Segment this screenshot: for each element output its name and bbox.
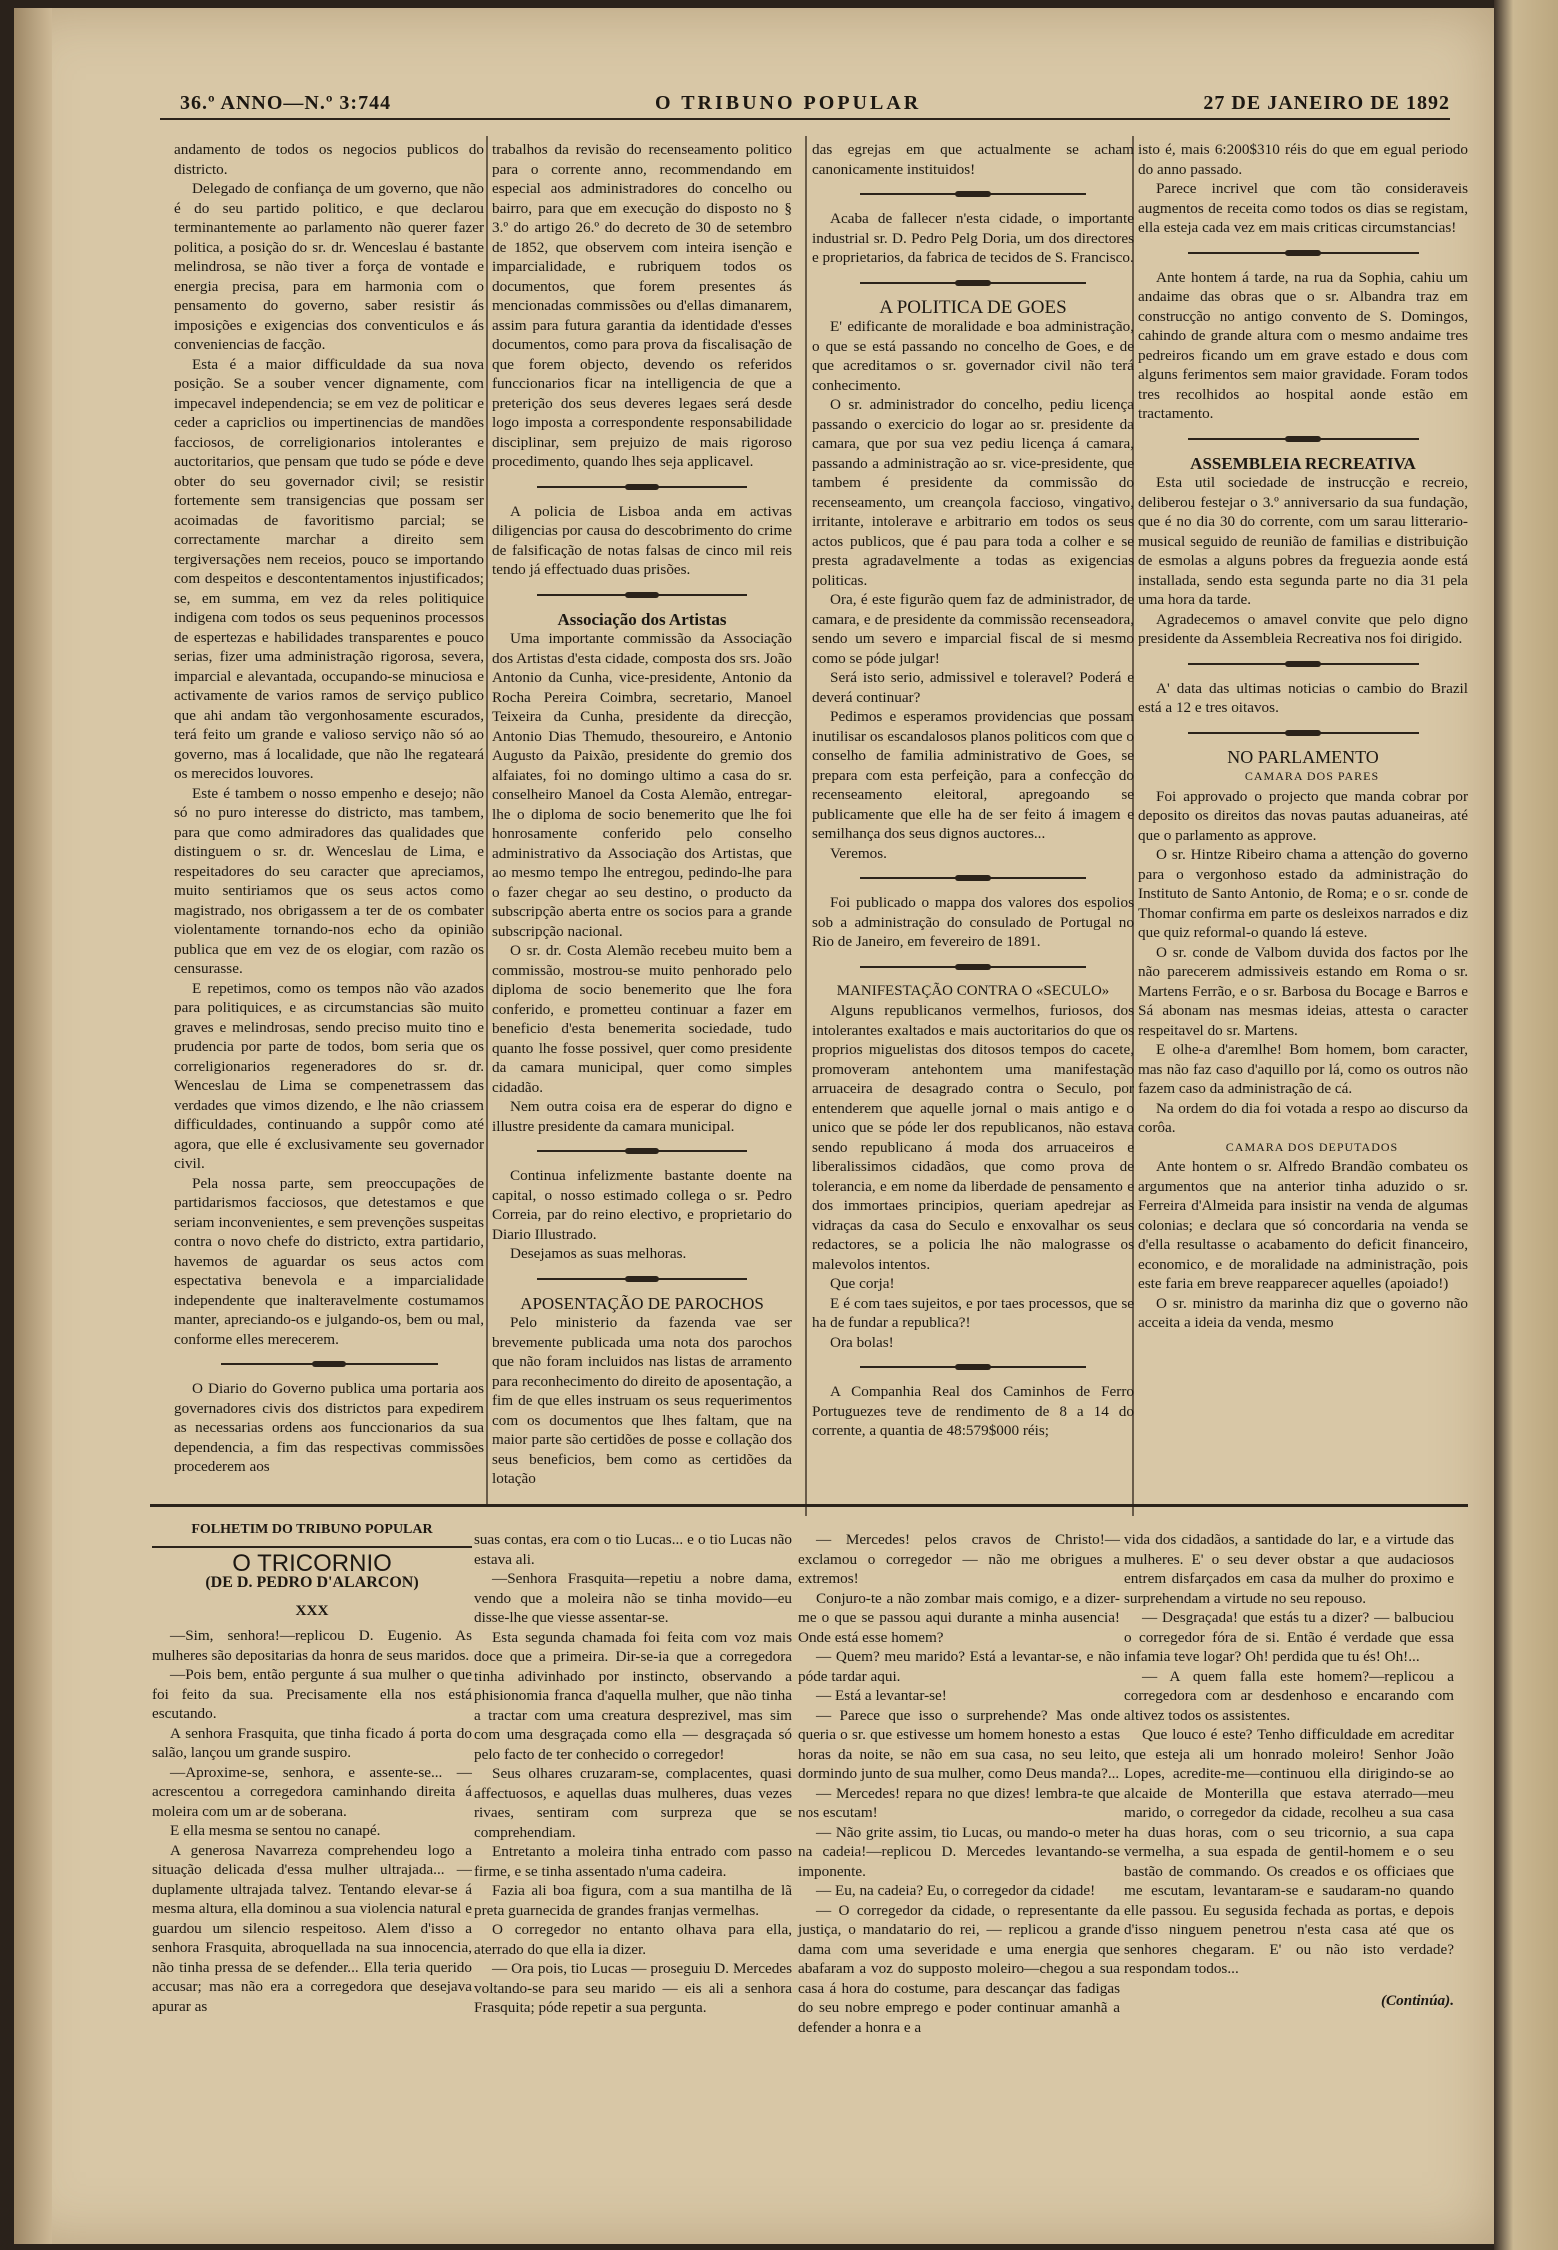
- column-1: [174, 140, 484, 1480]
- paragraph: Ora bolas!: [830, 1333, 894, 1351]
- column-rule: [805, 136, 807, 1516]
- section-title: NO PARLAMENTO: [1227, 746, 1379, 767]
- paragraph: —Pois bem, então pergunte á sua mulher o que foi feito da sua. Precisamente ella nos está escutando.: [152, 1666, 472, 1722]
- paragraph: Ante hontem á tarde, na rua da Sophia, cahiu um andaime das obras que o sr. Albandra traz em construcção no antigo convento de S. Domingos, cahindo de grande altura com o mesmo andaime tres pedreiros ficando um em grave estado e dous com alguns ferimentos sem maior gravidade. Foram todos tres recolhidos ao hospital aonde estão em tractamento.: [1138, 268, 1468, 422]
- section-separator: [537, 478, 747, 496]
- paragraph: O Diario do Governo publica uma portaria aos governadores civis dos districtos para expedirem as necessarias ordens aos funccionarios da sua dependencia, a fim das respectivas commissões procederem aos: [174, 1380, 484, 1475]
- paragraph: O sr. ministro da marinha diz que o governo não acceita a ideia da venda, mesmo: [1138, 1294, 1468, 1331]
- paragraph: Pelo ministerio da fazenda vae ser brevemente publicada uma nota dos parochos que não foram incluidos nas listas de arramento para reconhecimento do direito de aposentação, a fim de que elles instruam os seus requerimentos com os documentos que lhes faltam, que na maior parte são certidões de posse e collação dos seus beneficios, bem como as certidões da lotação: [492, 1314, 792, 1487]
- folhetim-column-3: [798, 1530, 1120, 2036]
- paragraph: A policia de Lisboa anda em activas diligencias por causa do descobrimento do crime de falsificação de notas falsas de cinco mil reis tendo já effectuado duas prisões.: [492, 502, 792, 578]
- paragraph: andamento de todos os negocios publicos do districto.: [174, 141, 484, 178]
- paragraph: A Companhia Real dos Caminhos de Ferro Portuguezes teve de rendimento de 8 a 14 do corrente, a quantia de 48:579$000 réis;: [812, 1383, 1134, 1439]
- section-separator: [1188, 724, 1419, 742]
- paragraph: — Eu, na cadeia? Eu, o corregedor da cidade!: [816, 1882, 1096, 1899]
- paragraph: trabalhos da revisão do recenseamento politico para o corrente anno, recommendando em especial aos administradores do concelho ou bairro, para que em execução do disposto no § 3.º do artigo 26.º do decreto de 30 de setembro de 1852, que observem com inteira isenção e imparcialidade, e rubriquem todos os documentos, que forem presentes ás mencionadas commissões ou d'ellas dimanarem, assim para futura garantia da identidade d'esses documentos, como para prova da fiscalisação de que forem objecto, devendo os referidos funccionarios ficar na intelligencia de que a preterição dos seus deveres legaes será desde logo imposta a correspondente responsabilidade disciplinar, sem prejuizo de mais rigoroso procedimento, quando lhes seja applicavel.: [492, 141, 792, 470]
- section-separator: [860, 274, 1085, 292]
- paragraph: — Quem? meu marido? Está a levantar-se, e não póde tardar aqui.: [798, 1648, 1120, 1685]
- column-rule: [486, 136, 488, 1504]
- paragraph: vida dos cidadãos, a santidade do lar, e a virtude das mulheres. E' o seu dever obstar a que audaciosos entrem disfarçados em casa da mulher do proximo e surprehendam a virtude no seu repouso.: [1124, 1531, 1454, 1607]
- paragraph: O sr. Hintze Ribeiro chama a attenção do governo para o vergonhoso estado da administração do Instituto de Santo Antonio, de Roma; e o sr. conde de Thomar confirma em parte os desleixos narrados e diz que quiz reformal-o quando lá esteve.: [1138, 846, 1468, 941]
- paragraph: Uma importante commissão da Associação dos Artistas d'esta cidade, composta dos srs. João Antonio da Cunha, vice-presidente, Antonio da Rocha Pereira Coimbra, secretario, Manoel Teixeira da Cunha, presidente da direcção, Antonio Dias Themudo, thesoureiro, e Antonio Augusto da Paixão, presidente do gremio dos alfaiates, foi no domingo ultimo a casa do sr. conselheiro Manoel da Costa Alemão, entregar-lhe o diploma de socio benemerito que lhe foi honrosamente conferido pelo conselho administrativo da Associação dos Artistas, que ao mesmo tempo lhe entregou, pedindo-lhe para o fazer chegar ao seu destino, o producto da subscripção aberta entre os socios para a grande subscripção nacional.: [492, 630, 792, 940]
- paragraph: — Mercedes! repara no que dizes! lembra-te que nos escutam!: [798, 1784, 1120, 1821]
- paragraph: Fazia ali boa figura, com a sua mantilha de lã preta guarnecida de grandes franjas vermelhas.: [474, 1882, 792, 1919]
- paragraph: Que louco é este? Tenho difficuldade em acreditar que esteja ali um honrado moleiro! Senhor João Lopes, acredite-me—continuou ella dirigindo-se ao alcaide de Monterilla que estava aterrado—meu marido, o corregedor da cidade, recolheu a sua casa ha duas horas, com o seu tricornio, a sua capa vermelha, a sua espada de gentil-homem e o seu bastão de commando. Os creados e os officiaes que me escutam, levantaram-se e saudaram-no quando elle passou. Eu segusida fechada as portas, e depois d'isso ninguem penetrou n'esta casa até que os senhores chegaram. E' ou não isto verdade? respondam todos...: [1124, 1726, 1454, 1977]
- paragraph: — Parece que isso o surprehende? Mas onde queria o sr. que estivesse um homem honesto a estas horas da noite, se não em sua casa, no seu leito, dormindo junto de sua mulher, como Deus manda?...: [798, 1706, 1120, 1782]
- paragraph: A senhora Frasquita, que tinha ficado á porta do salão, lançou um grande suspiro.: [152, 1724, 472, 1761]
- folhetim-column-1: [152, 1520, 472, 2210]
- paragraph: Acaba de fallecer n'esta cidade, o importante industrial sr. D. Pedro Pelg Doria, um dos directores e proprietarios, da fabrica de tecidos de S. Francisco.: [812, 210, 1134, 266]
- paragraph: Esta util sociedade de instrucção e recreio, deliberou festejar o 3.º anniversario da sua fundação, que é no dia 30 do corrente, com um sarau litterario-musical seguido de reunião de familias e distribuição de esmolas a alguns pobres da freguezia aonde está installada, sendo esta segunda parte no dia 31 pela uma hora da tarde.: [1138, 474, 1468, 608]
- paragraph: O sr. conde de Valbom duvida dos factos por lhe não parecerem admissiveis estando em Roma o sr. Martens Ferrão, e o sr. Barbosa du Bocage e Barros e Sá abonam nas mesmas ideias, attesta o caracter respeitavel do sr. Martens.: [1138, 943, 1468, 1039]
- paragraph: E ella mesma se sentou no canapé.: [170, 1822, 381, 1839]
- paragraph: Foi publicado o mappa dos valores dos espolios sob a administração do consulado de Portugal no Rio de Janeiro, em fevereiro de 1891.: [812, 894, 1134, 950]
- paragraph: — Mercedes! pelos cravos de Christo!—exclamou o corregedor — não me obrigues a extremos!: [798, 1531, 1120, 1587]
- section-title: Associação dos Artistas: [557, 609, 727, 629]
- column-4: [1138, 140, 1468, 1520]
- folhetim-column-4: [1124, 1530, 1454, 2070]
- paragraph: — Não grite assim, tio Lucas, ou mando-o meter na cadeia!—replicou D. Mercedes levantando-se imponente.: [798, 1823, 1120, 1880]
- paragraph: — O corregedor da cidade, o representante da justiça, o mandatario do rei, — replicou a grande dama com uma severidade e uma energia que abafaram a voz do supposto moleiro—chegou a sua casa á hora do costume, para descançar das fadigas do seu nobre emprego e poder continuar amanhã a defender a honra e a: [798, 1901, 1120, 2036]
- section-separator: [537, 1142, 747, 1160]
- newspaper-title: O TRIBUNO POPULAR: [655, 92, 922, 114]
- paragraph: Será isto serio, admissivel e toleravel? Poderá e deverá continuar?: [812, 669, 1134, 706]
- section-separator: [860, 1358, 1085, 1376]
- paragraph: Que corja!: [830, 1275, 895, 1292]
- paragraph: suas contas, era com o tio Lucas... e o tio Lucas não estava ali.: [474, 1531, 792, 1568]
- chapter-number: XXX: [295, 1601, 329, 1619]
- paragraph: Na ordem do dia foi votada a respo ao discurso da corôa.: [1138, 1099, 1468, 1136]
- section-title: A POLITICA DE GOES: [879, 296, 1067, 318]
- paragraph: Ante hontem o sr. Alfredo Brandão combateu os argumentos que na anterior tinha aduzido o sr. Ferreira d'Almeida para insistir na venda de algumas colonias; e declara que só concordaria na venda se d'ella resultasse o acabamento do deficit financeiro, economico, e de moralidade na administração, pois este faria em breve reapparecer aquelles (apoiado!): [1138, 1158, 1468, 1292]
- paragraph: E repetimos, como os tempos não vão azados para politiquices, e as circumstancias são muito graves e melindrosas, sendo preciso muito tino e prudencia por parte de todos, bom seria que os correligionarios regeneradores do sr. dr. Wenceslau de Lima se compenetrassem das verdades que vimos dizendo, e lhe não criassem difficuldades, continuando a suppôr como até agora, que elle é exclusivamente seu governador civil.: [174, 979, 484, 1172]
- issue-number: 36.º ANNO—N.º 3:744: [180, 92, 392, 114]
- paragraph: —Aproxime-se, senhora, e assente-se... —acrescentou a corregedora caminhando direita á moleira com um ar de soberana.: [152, 1763, 472, 1820]
- paragraph: Continua infelizmente bastante doente na capital, o nosso estimado collega o sr. Pedro Correia, par do reino electivo, e proprietario do Diario Illustrado.: [492, 1167, 792, 1243]
- paragraph: Veremos.: [830, 844, 887, 862]
- section-separator: [1188, 244, 1419, 262]
- section-separator: [537, 586, 747, 604]
- paragraph: Parece incrivel que com tão consideraveis augmentos de receita como todos os dias se registam, ella esteja cada vez em mais criticas circumstancias!: [1138, 180, 1468, 236]
- section-separator: [1188, 655, 1419, 673]
- paragraph: — A quem falla este homem?—replicou a corregedora com ar desdenhoso e encarando com altivez todos os assistentes.: [1124, 1667, 1454, 1724]
- section-separator: [860, 869, 1085, 887]
- paragraph: Pedimos e esperamos providencias que possam inutilisar os escandalosos planos politicos com que o conselho de familia administrativo de Goes, se prepara com esta perfeição, para a confecção do recenseamento eleitoral, apregoando se publicamente que elle ha de ser feito á imagem e semilhança dos seus dignos auctores...: [812, 708, 1134, 842]
- section-separator: [860, 958, 1085, 976]
- paragraph: Conjuro-te a não zombar mais comigo, e a dizer-me o que se passou aqui durante a minha ausencia! Onde está esse homem?: [798, 1589, 1120, 1646]
- issue-date: 27 DE JANEIRO DE 1892: [1203, 92, 1450, 114]
- paragraph: Este é tambem o nosso empenho e desejo; não só no puro interesse do districto, mas tambem, para que como admiradores das qualidades que distinguem o sr. dr. Wenceslau de Lima, e respeitadores do seu caracter que apreciamos, muito sentiriamos que os seus actos como magistrado, nos obrigassem a ter de os combater violentamente tornando-nos echo da opinião publica que em vez de os elogiar, com razão os censurasse.: [174, 784, 484, 977]
- section-separator: [221, 1355, 438, 1373]
- folhetim-heading: FOLHETIM DO TRIBUNO POPULAR: [152, 1520, 472, 1548]
- paragraph: Ora, é este figurão quem faz de administrador, de camara, e de presidente da commissão recenseadora, sendo um severo e imparcial fiscal de si mesmo como se póde julgar!: [812, 591, 1134, 667]
- paragraph: — Desgraçada! que estás tu a dizer? — balbuciou o corregedor fóra de si. Então é verdade que essa infamia teve logar? Oh! perdida que tu és! Oh!...: [1124, 1609, 1454, 1665]
- paragraph: O sr. dr. Costa Alemão recebeu muito bem a commissão, mostrou-se muito penhorado pelo diploma de socio benemerito que lhe fora conferido, e prometteu continuar a fazer em beneficio d'esta benemerita sociedade, tudo quanto lhe fosse possivel, quer como presidente da camara municipal, quer como simples cidadão.: [492, 942, 792, 1096]
- paragraph: das egrejas em que actualmente se acham canonicamente instituidos!: [812, 141, 1134, 178]
- section-subtitle: CAMARA DOS DEPUTADOS: [1225, 1139, 1399, 1154]
- paragraph: —Senhora Frasquita—repetiu a nobre dama, vendo que a moleira não se tinha movido—eu disse-lhe que viesse assentar-se.: [474, 1570, 792, 1626]
- section-title: MANIFESTAÇÃO CONTRA O «SECULO»: [836, 982, 1110, 999]
- section-separator: [1188, 430, 1419, 448]
- paragraph: Seus olhares cruzaram-se, complacentes, quasi affectuosos, e aquellas duas mulheres, duas vezes rivaes, sentiram com surpreza que se comprehendiam.: [474, 1765, 792, 1841]
- paragraph: —Sim, senhora!—replicou D. Eugenio. As mulheres são depositarias da honra de seus maridos.: [152, 1627, 472, 1664]
- paragraph: O corregedor no entanto olhava para ella, aterrado do que ella ia dizer.: [474, 1921, 792, 1958]
- paragraph: isto é, mais 6:200$310 réis do que em egual periodo do anno passado.: [1138, 141, 1468, 178]
- paragraph: O sr. administrador do concelho, pediu licença passando o exercicio do logar ao sr. presidente da camara, que por sua vez pediu licença á camara, passando a administração ao sr. vice-presidente, que tambem é presidente da commissão do recenseamento, um creançola faccioso, vingativo, irritante, intolerave e arbitrario em todos os seus actos publicos, que é pau para toda a colher e se presta agradavelmente a todas as exigencias politicas.: [812, 396, 1134, 589]
- paragraph: — Ora pois, tio Lucas — proseguiu D. Mercedes voltando-se para seu marido — eis ali a senhora Frasquita; póde repetir a sua pergunta.: [474, 1960, 792, 2016]
- continued-note: (Continúa).: [1380, 1991, 1454, 2009]
- paragraph: A' data das ultimas noticias o cambio do Brazil está a 12 e tres oitavos.: [1138, 679, 1468, 716]
- folhetim-column-2: [474, 1530, 792, 2016]
- paragraph: Esta é a maior difficuldade da sua nova posição. Se a souber vencer dignamente, com impecavel independencia; se em vez de politicar e ceder a capriclios ou impertinencias de mandões facciosos, de correligionarios intolerantes e auctoritarios, que pensam que tudo se póde e deve obter do seu governador civil; se resistir fortemente sem transigencias que possam ser acoimadas de favoritismo parcial; se correctamente marchar a direito sem tergiversações nem receios, pouco se importando com despeitos e descontentamentos injustificados; se, em summa, em vez da reles politiquice indigena com todos os seus pequeninos processos de espertezas e habilidades transparentes e pouco serias, fizer uma administração rigorosa, severa, imparcial e alevantada, occupando-se minuciosa e activamente de varios ramos de serviço publico que ahi andam tão vergonhosamente escurados, terá feito um grande e valioso serviço não só ao governo, mas á localidade, que não lhe regateará os merecidos louvores.: [174, 355, 484, 782]
- section-subtitle: CAMARA DOS PARES: [1244, 769, 1380, 783]
- section-separator: [860, 185, 1085, 203]
- next-page-edge: [1494, 0, 1558, 2250]
- paragraph: Alguns republicanos vermelhos, furiosos, dos intolerantes exaltados e mais auctoritarios do que os proprios miguelistas dos ditosos tempos do cacete, promoveram antehontem uma manifestação arruaceira de desagrado contra o Seculo, por entenderem que aquelle jornal o mais antigo e o unico que se póde ler dos republicanos, não estava sendo republicano á moda dos arruaceiros e liberalissimos cidadãos, que como prova de tolerancia, e em nome da liberdade de pensamento e dos immortaes principios, queriam apedrejar as vidraças da casa do Seculo e enxovalhar os seus redactores, se a policia lhe não malograsse os malevolos intentos.: [812, 1002, 1134, 1273]
- paragraph: Agradecemos o amavel convite que pelo digno presidente da Assembleia Recreativa nos foi dirigido.: [1138, 610, 1468, 647]
- paragraph: Entretanto a moleira tinha entrado com passo firme, e se tinha assentado n'uma cadeira.: [474, 1843, 792, 1880]
- folhetim-title: O TRICORNIO: [232, 1549, 392, 1577]
- paragraph: — Está a levantar-se!: [816, 1687, 947, 1704]
- paragraph: A generosa Navarreza comprehendeu logo a situação delicada d'essa mulher ultrajada... — duplamente ultrajada talvez. Tentando elevar-se á mesma altura, ella dominou a sua violencia natural e guardou um silencio respeitoso. Alem d'isso a senhora Frasquita, abroquellada na sua innocencia, não tinha pressa de se defender... Ella teria querido accusar; mas não era a corregedora que desejava apurar as: [152, 1841, 472, 2015]
- section-title: APOSENTAÇÃO DE PAROCHOS: [520, 1293, 764, 1313]
- page-binding-edge: [14, 8, 52, 2244]
- masthead: [160, 92, 1450, 120]
- paragraph: E é com taes sujeitos, e por taes processos, que se ha de fundar a republica?!: [812, 1294, 1134, 1331]
- folhetim-divider: [150, 1504, 1468, 1507]
- section-separator: [537, 1270, 747, 1288]
- paragraph: E olhe-a d'aremlhe! Bom homem, bom caracter, mas não faz caso d'aquillo por lá, como os outros não fazem caso da administração de cá.: [1138, 1041, 1468, 1097]
- paragraph: Nem outra coisa era de esperar do digno e illustre presidente da camara municipal.: [492, 1098, 792, 1135]
- folhetim-author: (DE D. PEDRO D'ALARCON): [205, 1574, 419, 1591]
- paragraph: Delegado de confiança de um governo, que não é do seu partido politico, e que declarou terminantemente ao parlamento não querer fazer politica, a posição do sr. dr. Wenceslau é bastante melindrosa, se não tiver a força de vontade e energia precisa, para em harmonia com o pensamento do governo, saber resistir ás imposições e exigencias dos conventiculos e ás conveniencias de facção.: [174, 180, 484, 353]
- paragraph: Esta segunda chamada foi feita com voz mais doce que a primeira. Dir-se-ia que a corregedora tinha adivinhado por instincto, observando a phisionomia franca d'aquella mulher, que não tinha a tractar com uma creatura desprezivel, mas sim com uma desgraçada como ella — desgraçada só pelo facto de ter conhecido o corregedor!: [474, 1628, 792, 1763]
- column-2: [492, 140, 792, 1520]
- paragraph: E' edificante de moralidade e boa administração, o que se está passando no concelho de Goes, e de que acreditamos o sr. governador civil não terá conhecimento.: [812, 318, 1134, 394]
- paragraph: Desejamos as suas melhoras.: [510, 1245, 687, 1262]
- section-title: ASSEMBLEIA RECREATIVA: [1190, 453, 1416, 473]
- paragraph: Foi approvado o projecto que manda cobrar por deposito os direitos das novas pautas aduaneiras, até que o parlamento as approve.: [1138, 787, 1468, 844]
- column-3: [812, 140, 1134, 1520]
- paragraph: Pela nossa parte, sem preoccupações de partidarismos facciosos, que detestamos e que seriam inconvenientes, e sem prevenções suspeitas contra o novo chefe do districto, extra partidario, havemos de aguardar os seus actos com espectativa benevola e a imparcialidade independente que inalteravelmente costumamos manter, apreciando-os e julgando-os, bem ou mal, conforme elles merecerem.: [174, 1174, 484, 1348]
